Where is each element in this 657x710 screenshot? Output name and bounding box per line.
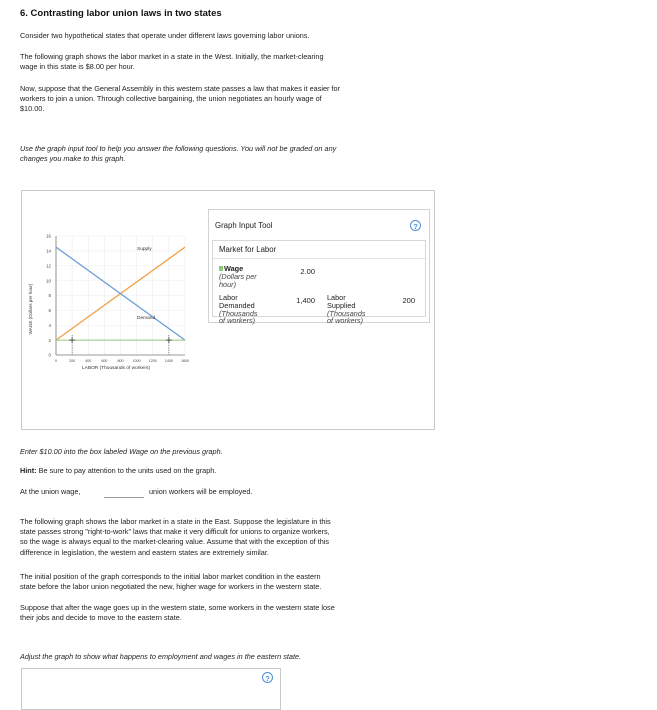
labor-supplied-label: Supplied <box>327 300 356 310</box>
y-tick-label: 0 <box>48 352 51 358</box>
intro-text: Consider two hypothetical states that operate under different laws governing labor unions. <box>20 31 310 40</box>
wage-label: Wage <box>219 265 281 273</box>
labor-demanded-field-label <box>219 294 281 325</box>
labor-demanded-unit: of workers) <box>219 316 256 326</box>
market-for-labor-panel <box>212 240 426 326</box>
hint-body: Be sure to pay attention to the units used on the graph. <box>38 466 217 475</box>
question-title: 6. Contrasting labor union laws in two states <box>20 8 222 19</box>
y-tick-label: 16 <box>46 233 51 239</box>
graph-input-tool-title: Graph Input Tool <box>215 221 273 230</box>
y-tick-label: 14 <box>46 248 51 254</box>
y-tick-label: 6 <box>48 308 51 314</box>
demand-curve-label: Demand <box>137 316 156 321</box>
y-tick-label: 8 <box>48 293 51 299</box>
divider <box>213 258 425 259</box>
y-tick-label: 12 <box>46 263 51 269</box>
wage-value[interactable]: 2.00 <box>300 267 315 276</box>
wage-unit: (Dollars per <box>219 271 257 281</box>
x-tick-label: 800 <box>117 359 124 363</box>
west-intro-paragraph <box>20 52 452 72</box>
y-tick-label: 2 <box>48 337 51 343</box>
labor-demanded-label: Labor <box>219 293 238 302</box>
wage-color-swatch <box>219 266 223 271</box>
market-title: Market for Labor <box>219 245 277 254</box>
text-line: The following graph shows the labor market in a state in the West. Initially, the market-clearing <box>20 52 324 61</box>
text-line: state before the labor union negotiated the new, higher wage for workers in the western state. <box>20 582 322 592</box>
hint-text <box>20 466 452 476</box>
east-intro-paragraph <box>20 517 452 558</box>
text-line: workers to join a union. Through collective bargaining, the union negotiates an hourly wage of <box>20 94 322 104</box>
wage-unit: hour) <box>219 279 237 289</box>
text-line: state passes strong "right-to-work" laws that make it very difficult for unions to organize workers, <box>20 527 330 537</box>
help-icon[interactable]: ? <box>262 672 273 683</box>
union-employment-input[interactable] <box>104 486 144 498</box>
text-line: difference in legislation, the western and eastern states are extremely similar. <box>20 547 269 557</box>
labor-supplied-value: 200 <box>402 296 415 305</box>
x-tick-label: 400 <box>85 359 92 363</box>
east-initial-position-paragraph <box>20 572 452 592</box>
labor-supplied-label: Labor <box>327 293 346 302</box>
x-tick-label: 1600 <box>181 359 189 363</box>
x-tick-label: 0 <box>55 359 57 363</box>
x-tick-label: 1000 <box>132 359 141 363</box>
west-graph-panel <box>21 190 435 430</box>
adjust-graph-instruction: Adjust the graph to show what happens to employment and wages in the eastern state. <box>20 652 302 661</box>
labor-demanded-value: 1,400 <box>296 296 315 305</box>
y-tick-label: 4 <box>48 322 51 328</box>
labor-supplied-unit: of workers) <box>327 316 364 326</box>
text-line: The initial position of the graph corresponds to the initial labor market condition in the eastern <box>20 572 321 581</box>
graph-input-tool <box>208 209 430 326</box>
text-line: Now, suppose that the General Assembly in this western state passes a law that makes it easier for <box>20 84 341 93</box>
labor-demanded-unit: (Thousands <box>219 308 258 318</box>
migration-paragraph <box>20 603 452 623</box>
text-line: $10.00. <box>20 104 45 114</box>
text-line: their jobs and decide to move to the eastern state. <box>20 613 182 623</box>
text-line: Use the graph input tool to help you answer the following questions. You will not be graded on any <box>20 144 337 153</box>
labor-market-chart[interactable] <box>22 191 207 391</box>
union-wage-prefix: At the union wage, <box>20 487 81 496</box>
wage-field-label <box>219 265 281 288</box>
y-tick-label: 10 <box>46 278 51 284</box>
union-wage-suffix: union workers will be employed. <box>149 487 253 496</box>
text-line: The following graph shows the labor market in a state in the East. Suppose the legislature in this <box>20 517 331 526</box>
labor-demanded-label: Demanded <box>219 300 255 310</box>
union-law-paragraph <box>20 84 452 115</box>
enter-wage-instruction: Enter $10.00 into the box labeled Wage on the previous graph. <box>20 447 223 456</box>
labor-supplied-field-label <box>327 294 387 325</box>
graph-tool-note <box>20 144 452 164</box>
x-tick-label: 200 <box>69 359 76 363</box>
text-line: Suppose that after the wage goes up in the western state, some workers in the western state lose <box>20 603 335 612</box>
x-axis-label: LABOR (Thousands of workers) <box>82 366 150 371</box>
help-icon[interactable]: ? <box>410 220 421 231</box>
y-axis-label: WAGE (Dollars per hour) <box>28 283 33 335</box>
text-line: wage in this state is $8.00 per hour. <box>20 62 135 72</box>
hint-label: Hint: <box>20 466 37 475</box>
labor-supplied-unit: (Thousands <box>327 308 366 318</box>
x-tick-label: 600 <box>101 359 108 363</box>
text-line: so the wage is always equal to the market-clearing value. Assume that with the exception of this <box>20 537 330 547</box>
text-line: changes you make to this graph. <box>20 154 126 164</box>
supply-curve-label: Supply <box>137 247 152 252</box>
x-tick-label: 1400 <box>164 359 173 363</box>
east-graph-panel <box>21 668 281 710</box>
x-tick-label: 1200 <box>148 359 157 363</box>
